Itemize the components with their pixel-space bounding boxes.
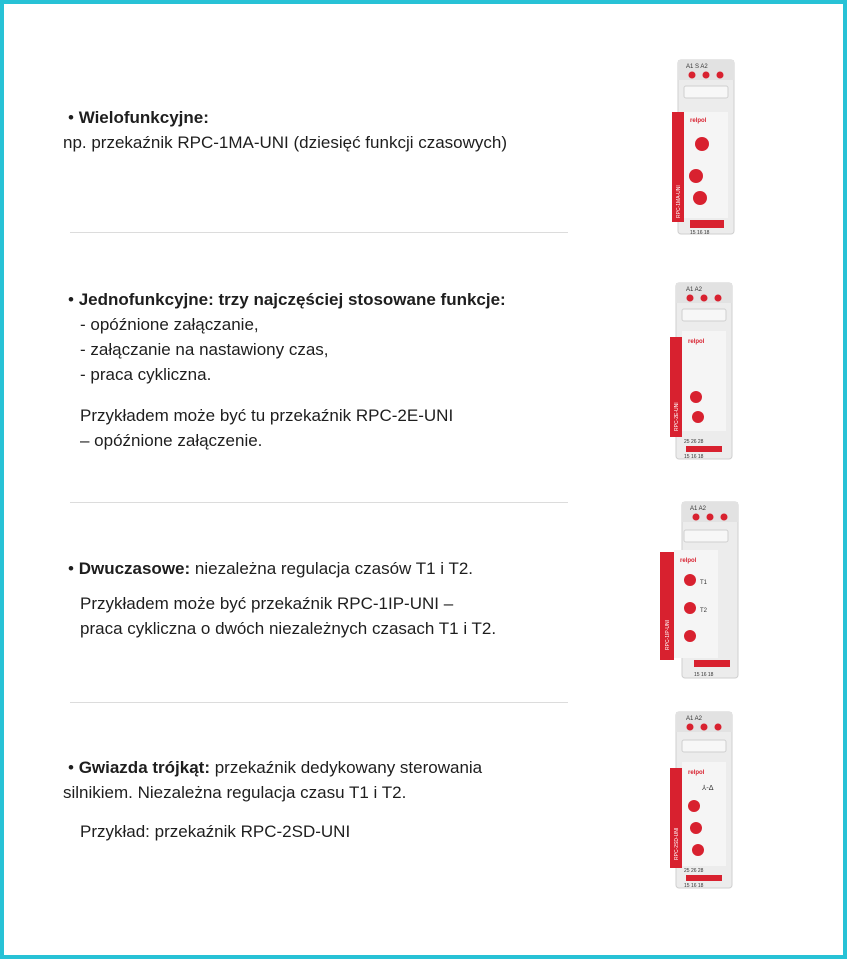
terminal-label-top: A1 A2	[686, 716, 703, 722]
side-label: RPC-1IP-UNI	[665, 619, 671, 650]
example-line: Przykład: przekaźnik RPC-2SD-UNI	[80, 822, 351, 841]
star-delta-symbol: ⅄-Δ	[702, 784, 714, 792]
section-heading	[68, 105, 568, 130]
relay-image-rpc-2sd-uni	[664, 710, 742, 890]
divider	[70, 702, 568, 703]
relay-image-rpc-2e-uni	[664, 281, 742, 461]
section-multifunction	[63, 105, 568, 155]
section-heading	[68, 755, 568, 780]
relay-device-icon	[664, 710, 742, 890]
heading-rest: niezależna regulacja czasów T1 i T2.	[190, 559, 474, 578]
terminal-label-bottom: 25 26 28	[684, 868, 704, 874]
dial-label-t1: T1	[700, 580, 708, 586]
body-line: silnikiem. Niezależna regulacja czasu T1 i T2.	[63, 783, 407, 802]
terminal-label-top: A1 A2	[686, 287, 703, 293]
example-line: praca cykliczna o dwóch niezależnych czasach T1 i T2.	[80, 619, 497, 638]
relay-image-rpc-1ip-uni	[654, 500, 732, 680]
heading-rest: przekaźnik dedykowany sterowania	[210, 758, 483, 777]
side-label: RPC-2SD-UNI	[674, 827, 680, 860]
section-heading	[68, 556, 568, 581]
brand-logo: relpol	[680, 558, 697, 564]
divider	[70, 502, 568, 503]
heading-bold: Jednofunkcyjne: trzy najczęściej stosowane funkcje:	[78, 290, 506, 309]
body-line: np. przekaźnik RPC-1MA-UNI (dziesięć funkcji czasowych)	[63, 133, 508, 152]
heading-bold: Gwiazda trójkąt:	[78, 758, 210, 777]
side-label: RPC-2E-UNI	[674, 402, 680, 431]
list-item: - załączanie na nastawiony czas,	[80, 340, 329, 359]
terminal-label-bottom-2: 15 16 18	[684, 883, 704, 889]
list-item: - praca cykliczna.	[80, 365, 212, 384]
side-label: RPC-1MA-UNI	[676, 185, 682, 218]
brand-logo: relpol	[690, 118, 707, 124]
terminal-label-bottom: 15 16 18	[694, 672, 714, 678]
section-star-delta	[63, 755, 568, 844]
heading-bold: Dwuczasowe:	[78, 559, 191, 578]
terminal-label-bottom-2: 15 16 18	[684, 454, 704, 460]
bullet: •	[68, 758, 74, 777]
divider	[70, 232, 568, 233]
terminal-label-top: A1 S A2	[686, 64, 708, 70]
terminal-label-bottom: 25 26 28	[684, 439, 704, 445]
relay-image-rpc-1ma-uni	[666, 58, 744, 236]
bullet: •	[68, 559, 74, 578]
heading-bold: Wielofunkcyjne:	[78, 108, 209, 127]
section-heading	[68, 287, 568, 312]
relay-device-icon	[654, 500, 740, 680]
relay-device-icon	[664, 281, 742, 461]
example-line: Przykładem może być przekaźnik RPC-1IP-UNI –	[80, 594, 454, 613]
bullet: •	[68, 290, 74, 309]
relay-device-icon	[666, 58, 744, 236]
terminal-label-bottom: 15 16 18	[690, 230, 710, 236]
terminal-label-top: A1 A2	[690, 506, 707, 512]
brand-logo: relpol	[688, 770, 705, 776]
section-dual-time	[68, 556, 568, 641]
section-single-function	[68, 287, 568, 453]
example-line: Przykładem może być tu przekaźnik RPC-2E-UNI	[80, 406, 454, 425]
example-line: – opóźnione załączenie.	[80, 431, 263, 450]
bullet: •	[68, 108, 74, 127]
list-item: - opóźnione załączanie,	[80, 315, 259, 334]
brand-logo: relpol	[688, 339, 705, 345]
dial-label-t2: T2	[700, 608, 708, 614]
